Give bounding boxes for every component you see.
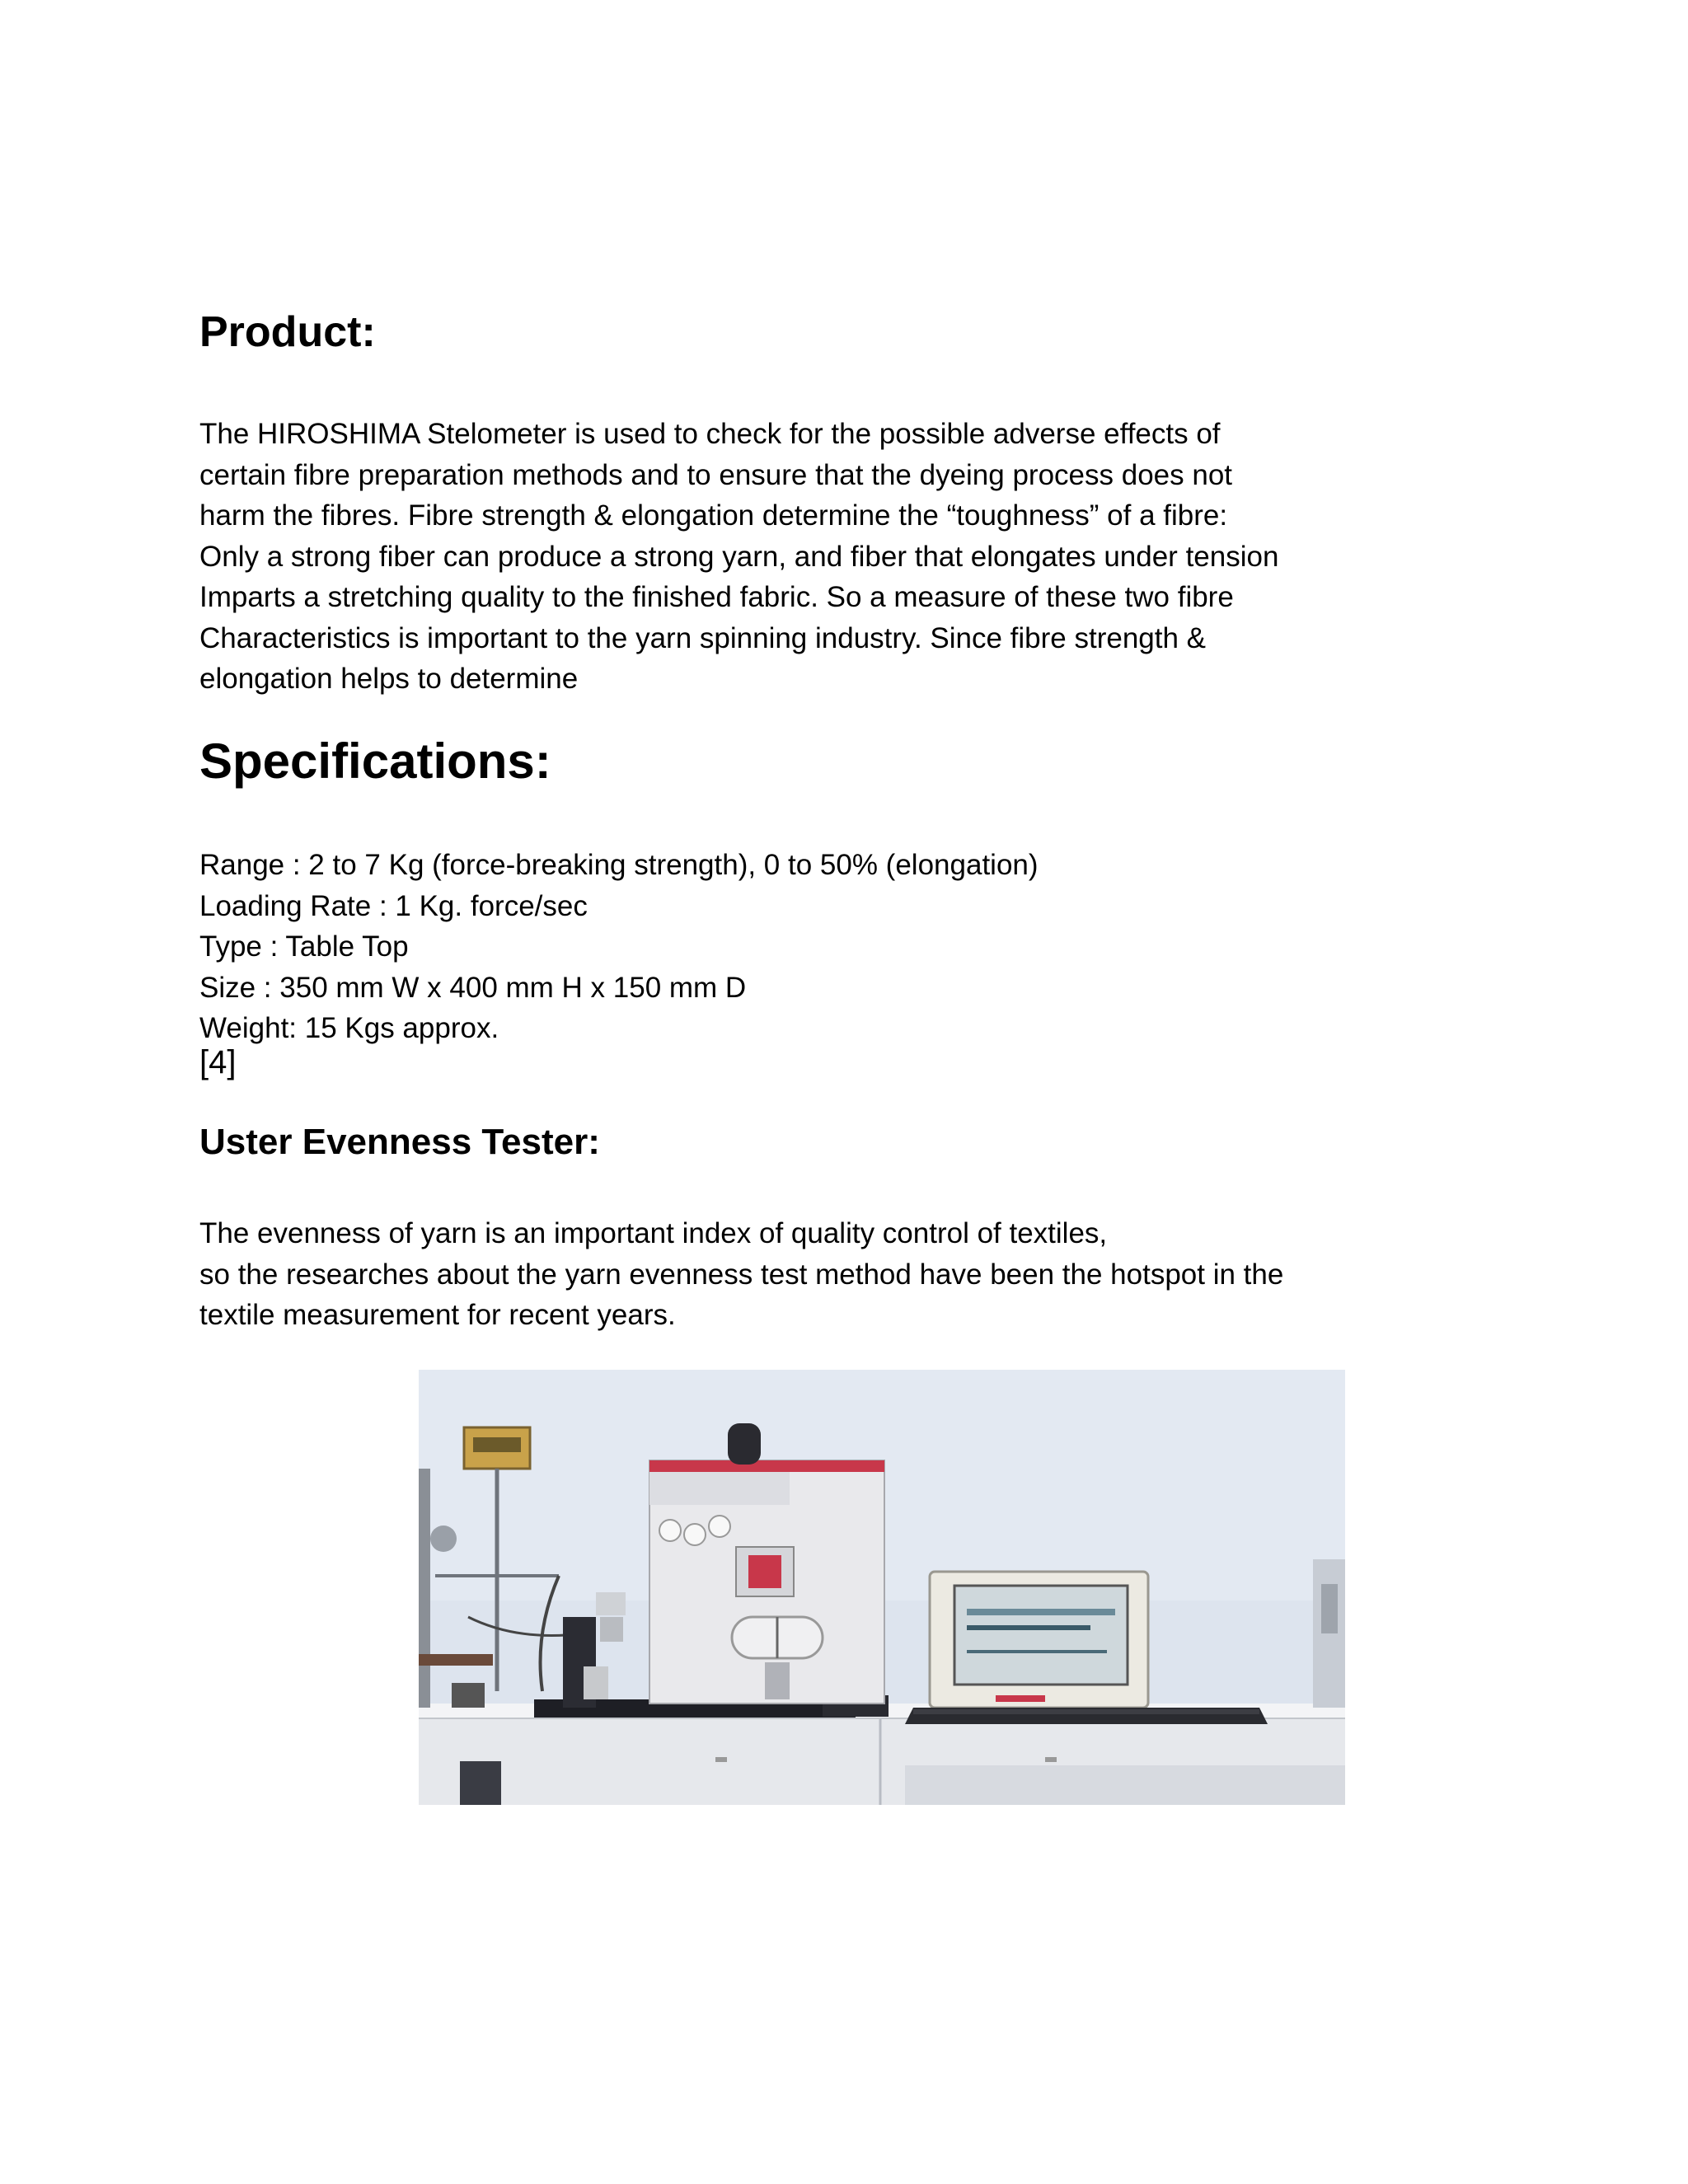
reference-marker: [4]: [199, 1044, 237, 1080]
weight-block: [600, 1617, 623, 1642]
spec-weight: Weight: 15 Kgs approx.: [199, 1012, 499, 1044]
button-round: [684, 1524, 706, 1545]
screen-line: [967, 1650, 1107, 1653]
product-line: Characteristics is important to the yarn spinning industry. Since fibre strength &: [199, 621, 1207, 654]
stand-pole: [419, 1469, 430, 1708]
stand-foot: [452, 1683, 485, 1708]
uster-line: so the researches about the yarn evenness test method have been the hotspot in the: [199, 1258, 1284, 1291]
tester-top-stripe: [649, 1460, 884, 1472]
spec-type: Type : Table Top: [199, 930, 409, 963]
product-line: elongation helps to determine: [199, 663, 579, 695]
product-line: Imparts a stretching quality to the finished fabric. So a measure of these two fibre: [199, 581, 1234, 613]
spec-loading-rate: Loading Rate : 1 Kg. force/sec: [199, 889, 588, 922]
specifications-list: [199, 845, 1039, 1049]
sensor-red-core: [748, 1555, 781, 1588]
tester-top-knob: [728, 1423, 761, 1465]
button-round: [659, 1520, 681, 1541]
product-line: certain fibre preparation methods and to ensure that the dyeing process does not: [199, 458, 1233, 491]
screen-line: [967, 1609, 1115, 1615]
spec-range: Range : 2 to 7 Kg (force-breaking strength), 0 to 50% (elongation): [199, 849, 1039, 881]
monitor-logo-strip: [996, 1695, 1045, 1702]
uster-evenness-tester-photo: [419, 1370, 1345, 1805]
product-line: Only a strong fiber can produce a strong yarn, and fiber that elongates under tension: [199, 540, 1279, 573]
uster-description: [199, 1213, 1283, 1336]
uster-heading: Uster Evenness Tester:: [199, 1122, 600, 1162]
keyboard-keys: [913, 1709, 1259, 1714]
product-line: The HIROSHIMA Stelometer is used to check for the possible adverse effects of: [199, 418, 1221, 450]
specifications-heading: Specifications:: [199, 733, 551, 789]
roller-stand: [765, 1662, 790, 1699]
drawer-handle: [1045, 1757, 1057, 1762]
drawer-right: [905, 1765, 1345, 1805]
knob: [430, 1526, 457, 1552]
lab-equipment-illustration: [419, 1370, 1345, 1805]
product-line: harm the fibres. Fibre strength & elongation determine the “toughness” of a fibre:: [199, 499, 1228, 532]
spec-size: Size : 350 mm W x 400 mm H x 150 mm D: [199, 971, 747, 1004]
product-description: [199, 414, 1278, 700]
tester-panel: [649, 1472, 790, 1505]
bench-dark-panel: [460, 1761, 501, 1805]
bobbin: [584, 1666, 608, 1699]
monitor-screen: [954, 1586, 1128, 1685]
button-round: [709, 1516, 730, 1537]
uster-line: textile measurement for recent years.: [199, 1299, 676, 1331]
weight-block: [596, 1592, 626, 1615]
drawer-handle: [715, 1757, 727, 1762]
screen-line: [967, 1625, 1090, 1630]
wall-fixture-detail: [1321, 1584, 1338, 1633]
stand-plate: [419, 1654, 493, 1666]
product-heading: Product:: [199, 308, 376, 356]
gauge-display: [473, 1437, 521, 1452]
uster-line: The evenness of yarn is an important index of quality control of textiles,: [199, 1217, 1108, 1249]
